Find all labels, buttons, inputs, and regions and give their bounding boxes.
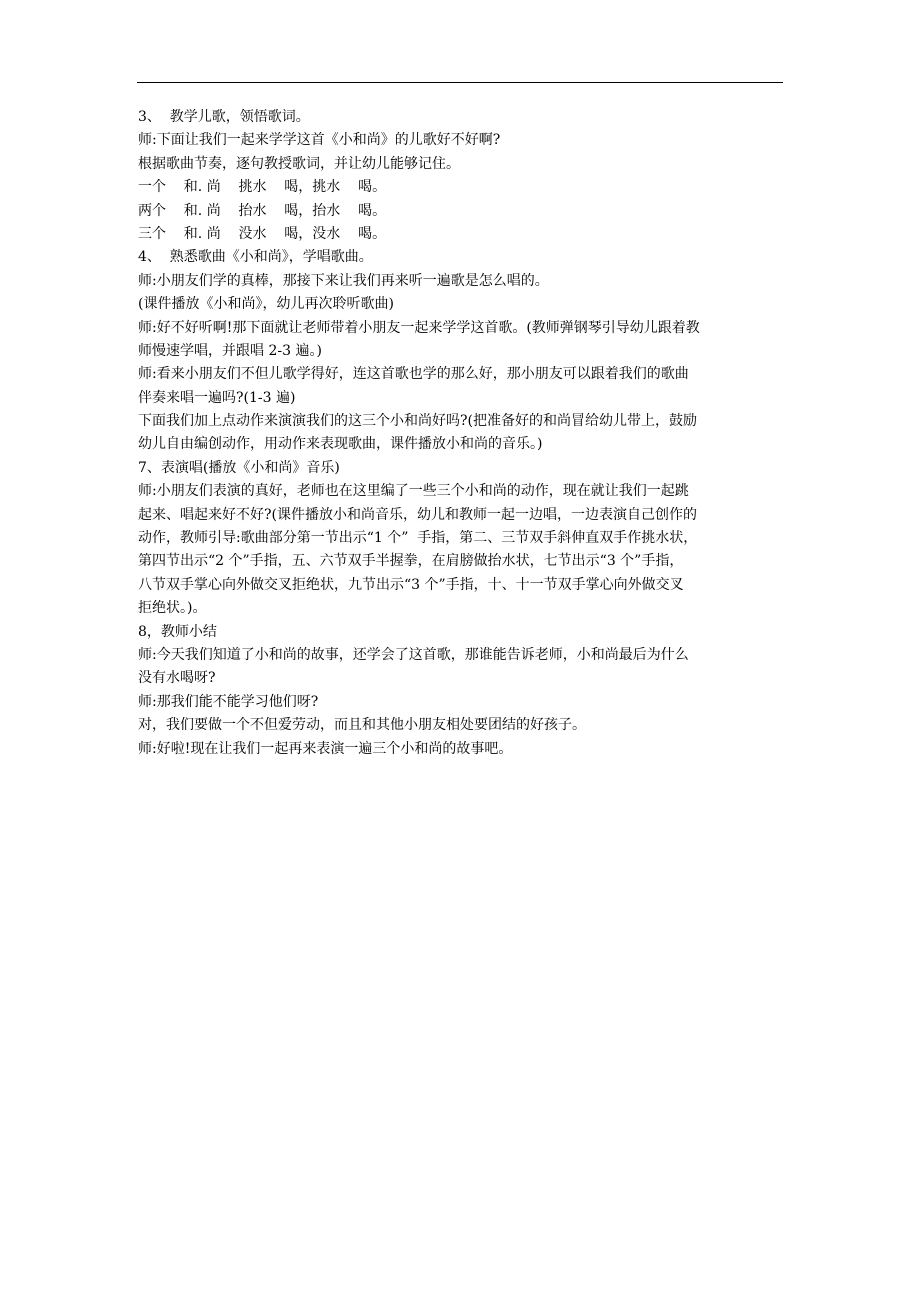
teacher-line: 师:看来小朋友们不但儿歌学得好，连这首歌也学的那么好，那小朋友可以跟着我们的歌曲 — [138, 366, 689, 383]
paragraph-line: 师慢速学唱，并跟唱 2-3 遍。) — [138, 342, 322, 359]
teacher-line: 师:下面让我们一起来学学这首《小和尚》的儿歌好不好啊? — [138, 132, 501, 149]
document-body — [138, 106, 788, 761]
lyric-line-2: 两个 和. 尚 抬水 喝，抬水 喝。 — [138, 202, 387, 219]
teacher-line: 师:好不好听啊!那下面就让老师带着小朋友一起来学学这首歌。(教师弹钢琴引导幼儿跟着教 — [138, 319, 700, 336]
teacher-line: 师:小朋友们表演的真好，老师也在这里编了一些三个小和尚的动作，现在就让我们一起跳 — [138, 483, 689, 500]
paragraph-line: 伴奏来唱一遍吗?(1-3 遍) — [138, 389, 296, 406]
teacher-line: 师:好啦!现在让我们一起再来表演一遍三个小和尚的故事吧。 — [138, 740, 513, 757]
header-rule — [137, 82, 783, 83]
paragraph-line: 动作，教师引导:歌曲部分第一节出示“1 个” 手指，第二、三节双手斜伸直双手作挑水状， — [138, 530, 698, 547]
paragraph-line: 下面我们加上点动作来演演我们的这三个小和尚好吗?(把准备好的和尚冒给幼儿带上，鼓励 — [138, 413, 697, 430]
paragraph-line: 八节双手掌心向外做交叉拒绝状，九节出示“3 个”手指，十、十一节双手掌心向外做交叉 — [138, 576, 684, 593]
lyric-line-3: 三个 和. 尚 没水 喝，没水 喝。 — [138, 225, 387, 242]
paragraph-line: (课件播放《小和尚》，幼儿再次聆听歌曲) — [138, 296, 394, 313]
section-heading-3: 3、 教学儿歌，领悟歌词。 — [138, 109, 310, 125]
section-heading-4: 4、 熟悉歌曲《小和尚》，学唱歌曲。 — [138, 249, 373, 266]
paragraph-line: 没有水喝呀? — [138, 670, 216, 687]
teacher-line: 师:那我们能不能学习他们呀? — [138, 693, 319, 710]
section-heading-8: 8，教师小结 — [138, 623, 217, 640]
paragraph-line: 起来、唱起来好不好?(课件播放小和尚音乐，幼儿和教师一起一边唱，一边表演自己创作的 — [138, 506, 697, 523]
paragraph-line: 对，我们要做一个不但爱劳动，而且和其他小朋友相处要团结的好孩子。 — [138, 717, 586, 734]
lyric-line-1: 一个 和. 尚 挑水 喝，挑水 喝。 — [138, 179, 387, 196]
paragraph-line: 拒绝状。)。 — [138, 600, 207, 617]
paragraph-line: 根据歌曲节奏，逐句教授歌词，并让幼儿能够记住。 — [138, 155, 460, 172]
section-heading-7: 7、表演唱(播放《小和尚》音乐) — [138, 459, 340, 476]
paragraph-line: 幼儿自由编创动作，用动作来表现歌曲，课件播放小和尚的音乐。) — [138, 436, 543, 453]
paragraph-line: 第四节出示“2 个”手指，五、六节双手半握拳，在肩膀做抬水状，七节出示“3 个”手指， — [138, 553, 684, 570]
teacher-line: 师:今天我们知道了小和尚的故事，还学会了这首歌，那谁能告诉老师，小和尚最后为什么 — [138, 646, 689, 663]
teacher-line: 师:小朋友们学的真棒，那接下来让我们再来听一遍歌是怎么唱的。 — [138, 272, 549, 289]
